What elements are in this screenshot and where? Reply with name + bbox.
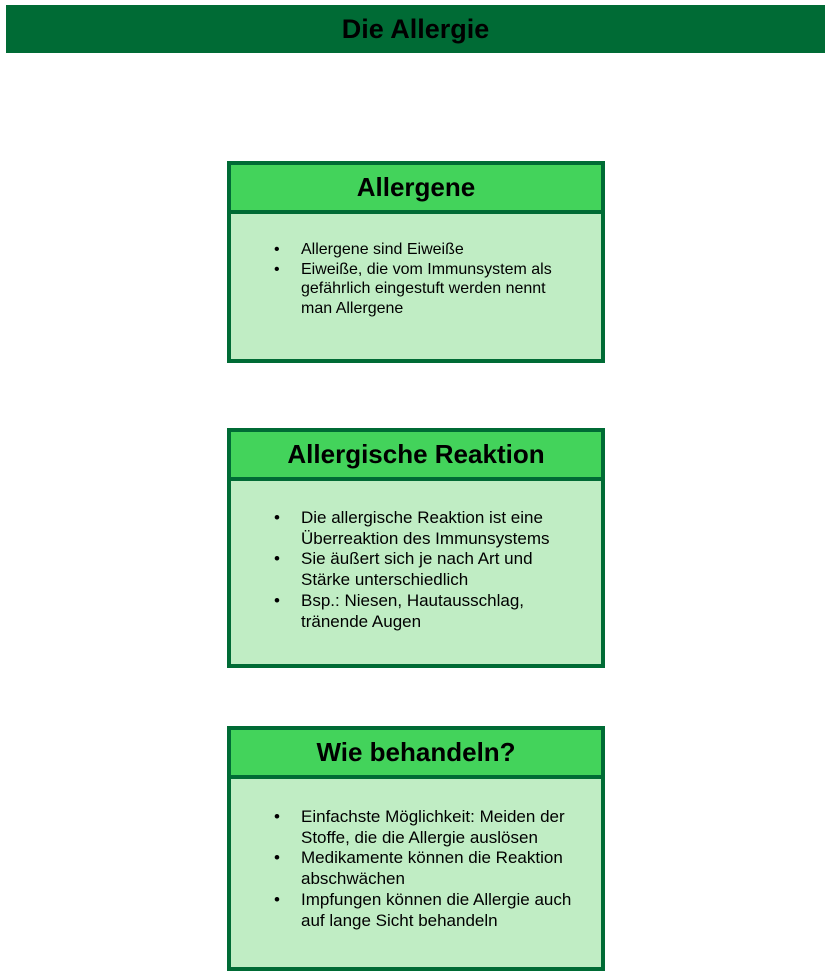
list-item: • Medikamente können die Reaktion abschwächen — [301, 848, 587, 889]
allergische-reaktion-list — [231, 508, 601, 632]
list-item: • Bsp.: Niesen, Hautausschlag, tränende Augen — [301, 591, 563, 632]
list-item: • Allergene sind Eiweiße — [301, 240, 561, 260]
list-item: • Sie äußert sich je nach Art und Stärke unterschiedlich — [301, 549, 563, 590]
allergische-reaktion-box — [227, 428, 605, 668]
wie-behandeln-box — [227, 726, 605, 971]
page-title-bar — [6, 5, 825, 53]
allergene-list — [231, 240, 601, 318]
allergische-reaktion-title: Allergische Reaktion — [287, 439, 545, 469]
list-item: • Eiweiße, die vom Immunsystem als gefährlich eingestuft werden nennt man Allergene — [301, 260, 561, 319]
allergene-title: Allergene — [356, 172, 476, 202]
list-item: • Einfachste Möglichkeit: Meiden der Stoffe, die die Allergie auslösen — [301, 807, 587, 848]
allergene-header — [231, 165, 601, 214]
wie-behandeln-title: Wie behandeln? — [316, 737, 516, 767]
wie-behandeln-body — [231, 779, 601, 931]
page-title: Die Allergie — [341, 13, 490, 44]
allergische-reaktion-header — [231, 432, 601, 481]
wie-behandeln-header — [231, 730, 601, 779]
allergene-box — [227, 161, 605, 363]
allergische-reaktion-body — [231, 481, 601, 632]
wie-behandeln-list — [231, 807, 601, 931]
allergene-body — [231, 214, 601, 318]
list-item: • Impfungen können die Allergie auch auf lange Sicht behandeln — [301, 890, 587, 931]
list-item: • Die allergische Reaktion ist eine Überreaktion des Immunsystems — [301, 508, 563, 549]
